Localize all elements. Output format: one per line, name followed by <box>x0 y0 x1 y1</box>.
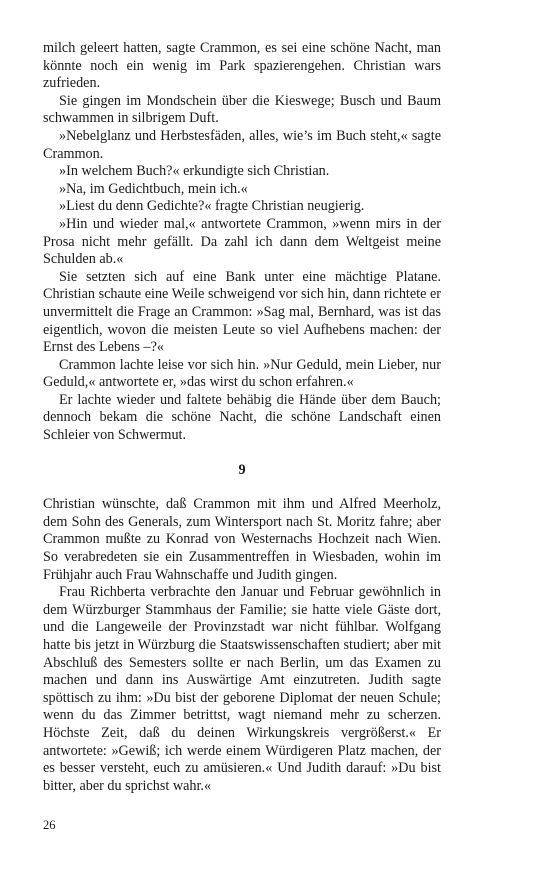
book-page <box>43 40 441 795</box>
paragraph: »In welchem Buch?« erkundigte sich Christian. <box>59 163 330 180</box>
paragraph: »Na, im Gedichtbuch, mein ich.« <box>59 180 248 197</box>
paragraph: Er lachte wieder und faltete behäbig die Hände über dem Bauch; dennoch bekam die schöne Nacht, die schöne Landschaft einen Schleier von Schwermut. <box>43 391 441 444</box>
paragraph: milch geleert hatten, sagte Crammon, es sei eine schöne Nacht, man könnte noch ein wenig im Park spazierengehen. Christian wars zufrieden. <box>43 40 441 92</box>
paragraph: »Nebelglanz und Herbstesfäden, alles, wie’s im Buch steht,« sagte Crammon. <box>43 127 441 162</box>
chapter-number: 9 <box>238 461 246 478</box>
paragraph: Christian wünschte, daß Crammon mit ihm und Alfred Meerholz, dem Sohn des Generals, zum Wintersport nach St. Moritz fahre; aber Crammon mußte zu Konrad von Westernachs Hochzeit nach Wien. So verabredeten sie ein Zusammentreffen in Wiesbaden, wohin im Frühjahr auch Frau Wahnschaffe und Judith gingen. <box>43 496 441 583</box>
paragraph: »Liest du denn Gedichte?« fragte Christian neugierig. <box>59 198 365 215</box>
page-number: 26 <box>43 818 56 832</box>
paragraph: Sie setzten sich auf eine Bank unter eine mächtige Platane. Christian schaute eine Weile schweigend vor sich hin, dann richtete er unvermittelt die Frage an Crammon: »Sag mal, Bernhard, was ist das eigentlich, wovon die meisten Leute so viel Aufhebens machen: der Ernst des Lebens –?« <box>43 268 441 356</box>
paragraph: »Hin und wieder mal,« antwortete Crammon, »wenn mirs in der Prosa nicht mehr gefällt. Da zahl ich dann dem Weltgeist meine Schulden ab.« <box>43 215 441 268</box>
paragraph: Frau Richberta verbrachte den Januar und Februar gewöhnlich in dem Würzburger Stammhaus der Familie; sie hatte viele Gäste dort, und die Langeweile der Provinzstadt war nicht fühlbar. Wolfgang hatte bis jetzt in Würzburg die Staatswissenschaften studiert; aber mit Abschluß des Semesters sollte er nach Berlin, um das Examen zu machen und dann ins Auswärtige Amt einzutreten. Judith sagte spöttisch zu ihm: »Du bist der geborene Diplomat der neuen Schule; wenn du das Zimmer betrittst, wagt niemand mehr zu scherzen. Höchste Zeit, daß du deinen Wirkungskreis vergrößerst.« Er antwortete: »Gewiß; ich werde einem Würdigeren Platz machen, der es besser versteht, euch zu amüsieren.« Und Judith darauf: »Du bist bitter, aber du sprichst wahr.« <box>43 584 441 794</box>
paragraph: Sie gingen im Mondschein über die Kieswege; Busch und Baum schwammen in silbrigem Duft. <box>43 92 441 127</box>
paragraph: Crammon lachte leise vor sich hin. »Nur Geduld, mein Lieber, nur Geduld,« antwortete er, »das wirst du schon erfahren.« <box>43 356 441 391</box>
